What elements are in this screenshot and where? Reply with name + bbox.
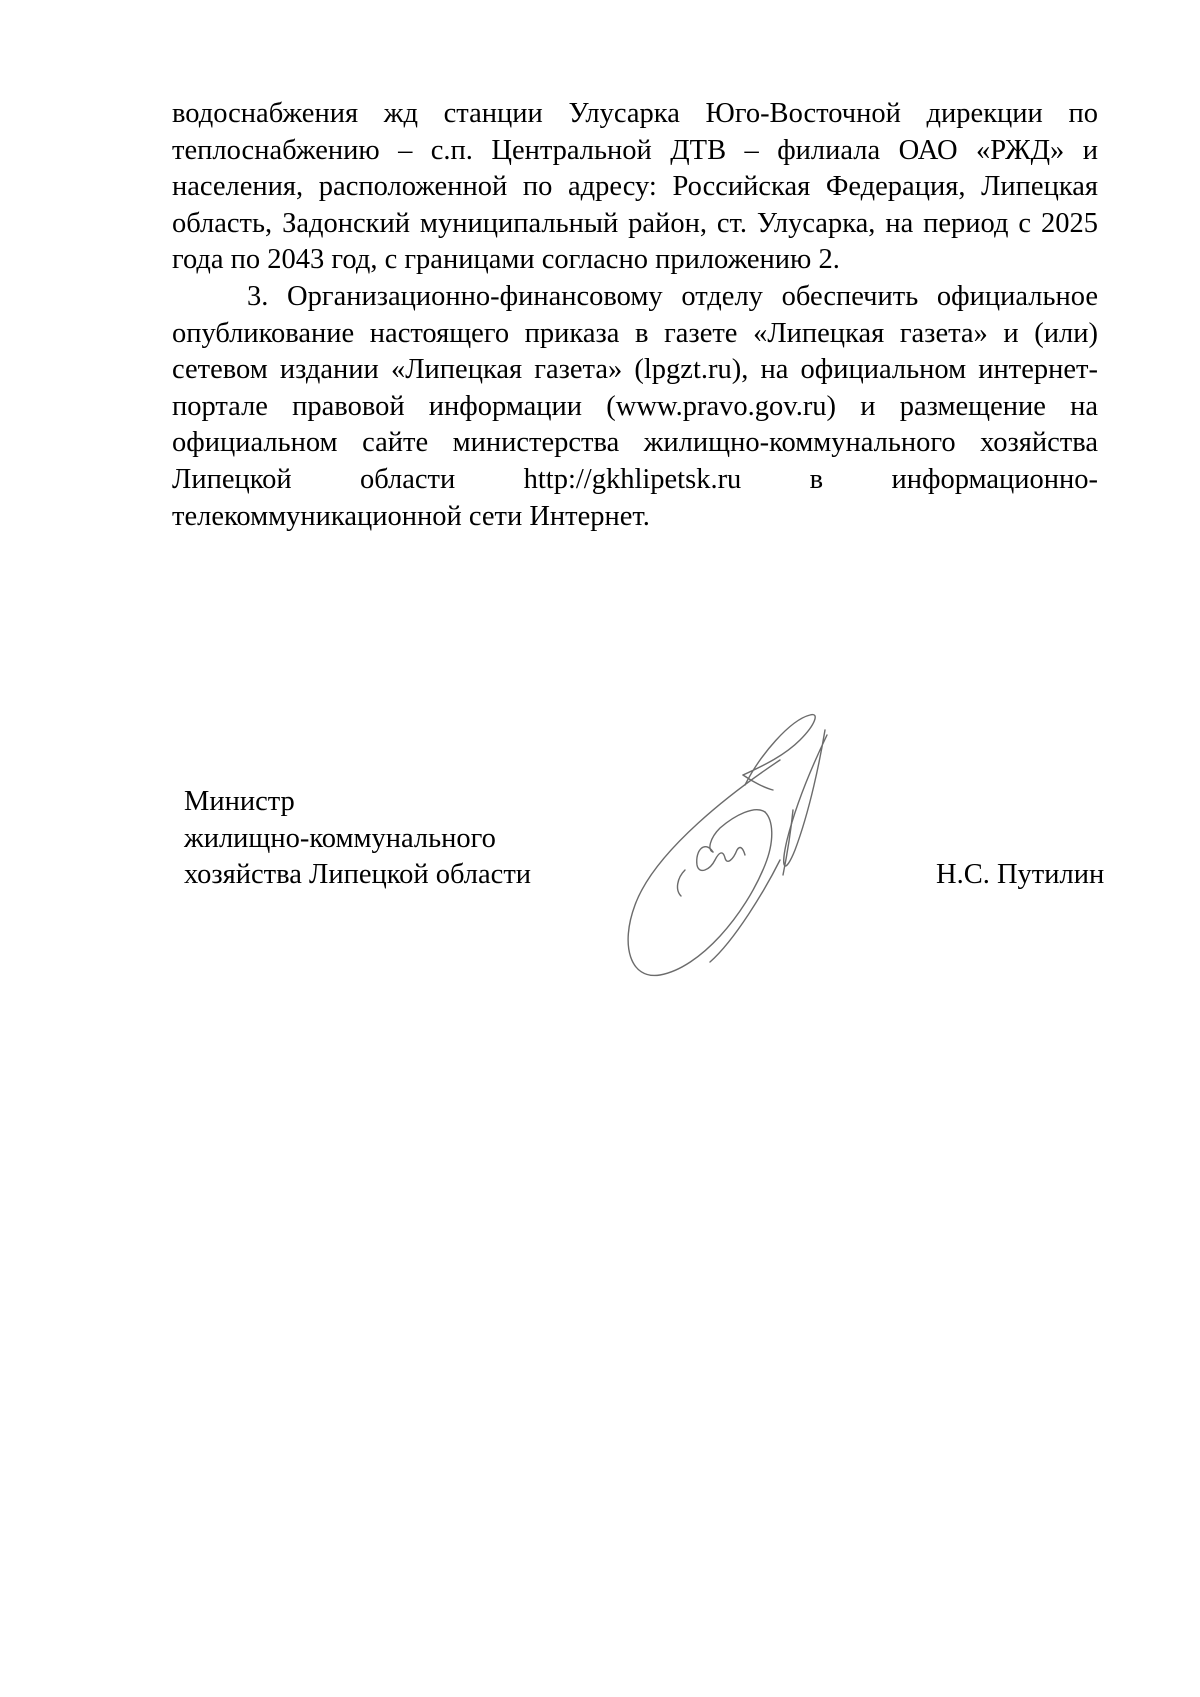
paragraph-continuation: водоснабжения жд станции Улусарка Юго-Восточной дирекции по теплоснабжению – с.п. Центральной ДТВ – филиала ОАО «РЖД» и населения, расположенной по адресу: Российская Федерация, Липецкая область, Задонский муниципальный район, ст. Улусарка, на период с 2025 года по 2043 год, с границами согласно приложению 2. — [172, 98, 1098, 276]
signatory-title — [184, 784, 531, 894]
handwritten-signature — [615, 700, 915, 1000]
paragraph-3: 3. Организационно-финансовому отделу обеспечить официальное опубликование настоящего приказа в газете «Липецкая газета» и (или) сетевом издании «Липецкая газета» (lpgzt.ru), на официальном интернет-портале правовой информации (www.pravo.gov.ru) и размещение на официальном сайте министерства жилищно-коммунального хозяйства Липецкой области http://gkhlipetsk.ru в информационно-телекоммуникационной сети Интернет. — [172, 280, 1098, 532]
document-body — [172, 96, 1098, 535]
signatory-title-line-1: Министр — [184, 786, 295, 817]
signatory-title-line-3: хозяйства Липецкой области — [184, 859, 532, 891]
signatory-title-line-2: жилищно-коммунального — [184, 822, 496, 854]
signatory-name: Н.С. Путилин — [936, 859, 1105, 890]
